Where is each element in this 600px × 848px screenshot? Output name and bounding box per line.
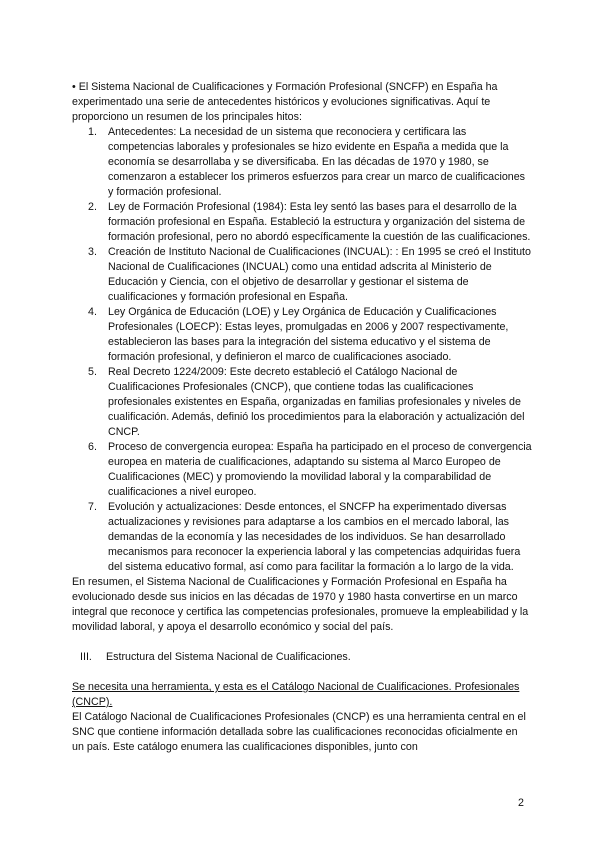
page-content: [72, 80, 532, 755]
list-item: [88, 125, 532, 200]
list-item-text: Real Decreto 1224/2009: Este decreto estableció el Catálogo Nacional de Cualificaciones Profesionales (CNCP), que contiene todas las cualificaciones profesionales existentes en España, organizadas en familias profesionales y niveles de cualificación. Además, definió los procedimientos para la elaboración y actualización del CNCP.: [108, 366, 525, 438]
list-item-text: Ley Orgánica de Educación (LOE) y Ley Orgánica de Educación y Cualificaciones Profesionales (LOECP): Estas leyes, promulgadas en 2006 y 2007 respectivamente, establecieron las bases para la integración del sistema educativo y el sistema de formación profesional, y definieron el marco de cualificaciones asociado.: [108, 306, 509, 363]
spacer: [72, 635, 532, 650]
section-title: Estructura del Sistema Nacional de Cualificaciones.: [106, 651, 351, 663]
section-numeral: III.: [80, 651, 92, 663]
cncp-paragraph: El Catálogo Nacional de Cualificaciones Profesionales (CNCP) es una herramienta central en el SNC que contiene información detallada sobre las cualificaciones reconocidas oficialmente en un país. Este catálogo enumera las cualificaciones disponibles, junto con: [72, 711, 526, 753]
milestones-list: [72, 125, 532, 575]
list-item-number: 4.: [88, 306, 97, 318]
list-item-number: 1.: [88, 126, 97, 138]
list-item-text: Antecedentes: La necesidad de un sistema que reconociera y certificara las competencias laborales y profesionales se hizo evidente en España a medida que la economía se desarrollaba y se diversificaba. En las décadas de 1970 y 1980, se comenzaron a establecer los primeros esfuerzos para crear un marco de cualificaciones y formación profesional.: [108, 126, 526, 198]
page-number: 2: [518, 797, 524, 809]
list-item: [88, 440, 532, 500]
summary-paragraph: En resumen, el Sistema Nacional de Cualificaciones y Formación Profesional en España ha evolucionado desde sus inicios en las décadas de 1970 y 1980 hasta convertirse en un marco integral que reconoce y certifica las competencias profesionales, promueve la empleabilidad y la movilidad laboral, y apoya el desarrollo económico y social del país.: [72, 576, 529, 633]
list-item: [88, 500, 532, 575]
section-heading: [72, 650, 532, 665]
list-item: [88, 365, 532, 440]
list-item-text: Proceso de convergencia europea: España ha participado en el proceso de convergencia europea en materia de cualificaciones, adaptando su sistema al Marco Europeo de Cualificaciones (MEC) y promoviendo la movilidad laboral y la comparabilidad de cualificaciones a nivel europeo.: [108, 441, 532, 498]
intro-paragraph: • El Sistema Nacional de Cualificaciones y Formación Profesional (SNCFP) en España ha experimentado una serie de antecedentes históricos y evoluciones significativas. Aquí te proporciono un resumen de los principales hitos:: [72, 81, 498, 123]
list-item: [88, 200, 532, 245]
list-item: [88, 245, 532, 305]
list-item-number: 3.: [88, 246, 97, 258]
list-item-text: Ley de Formación Profesional (1984): Esta ley sentó las bases para el desarrollo de la formación profesional en España. Estableció la estructura y organización del sistema de formación profesional, pero no abordó específicamente la cuestión de las cualificaciones.: [108, 201, 531, 243]
list-item: [88, 305, 532, 365]
spacer: [72, 665, 532, 680]
list-item-number: 2.: [88, 201, 97, 213]
underlined-subheading: Se necesita una herramienta, y esta es el Catálogo Nacional de Cualificaciones. Profesionales (CNCP).: [72, 681, 520, 708]
list-item-number: 5.: [88, 366, 97, 378]
list-item-text: Creación de Instituto Nacional de Cualificaciones (INCUAL): : En 1995 se creó el Instituto Nacional de Cualificaciones (INCUAL) como una entidad adscrita al Ministerio de Educación y Ciencia, con el objetivo de desarrollar y gestionar el sistema de cualificaciones y formación profesional en España.: [108, 246, 531, 303]
list-item-number: 6.: [88, 441, 97, 453]
list-item-text: Evolución y actualizaciones: Desde entonces, el SNCFP ha experimentado diversas actualizaciones y revisiones para adaptarse a los cambios en el mercado laboral, las demandas de la economía y las necesidades de los individuos. Se han desarrollado mecanismos para reconocer la experiencia laboral y las competencias adquiridas fuera del sistema educativo formal, así como para facilitar la formación a lo largo de la vida.: [108, 501, 521, 573]
list-item-number: 7.: [88, 501, 97, 513]
